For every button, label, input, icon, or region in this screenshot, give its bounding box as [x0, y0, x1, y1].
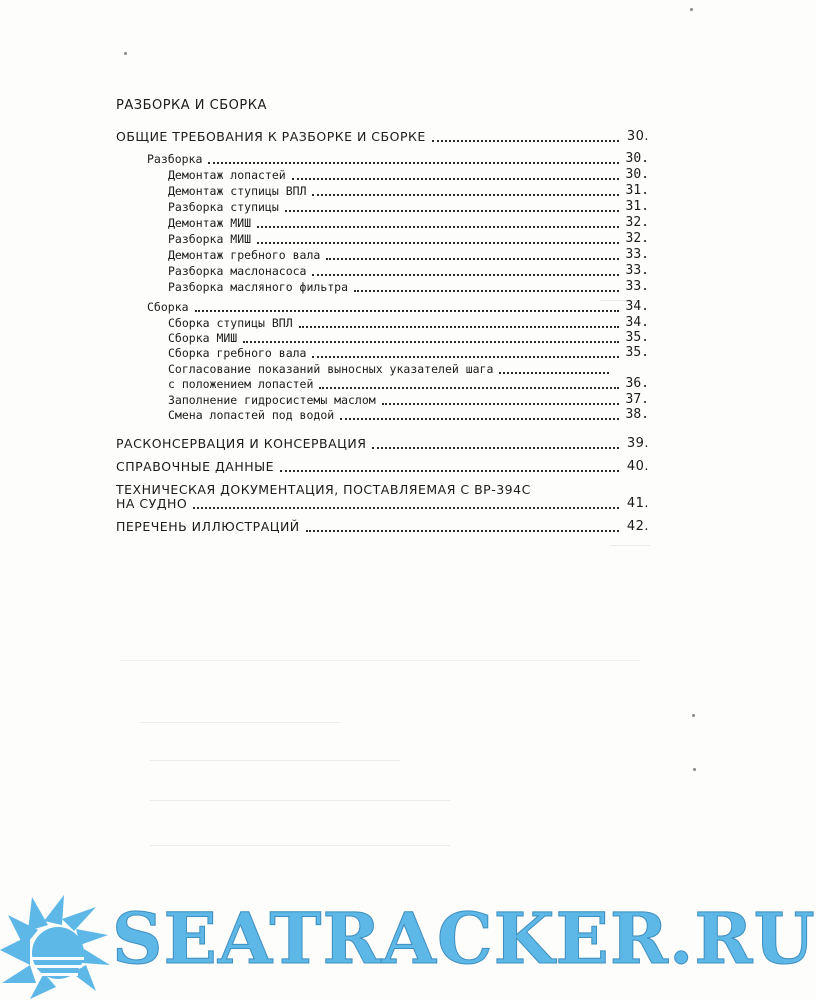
leader-dots [243, 340, 619, 343]
leader-dots [195, 309, 619, 312]
toc-entry-disassembly [147, 152, 649, 166]
toc-entry [168, 316, 649, 330]
toc-page-number: 37. [625, 392, 649, 407]
watermark-text: SEATRACKER.RU [112, 897, 816, 980]
leader-dots [326, 257, 619, 260]
scan-speck [690, 8, 693, 11]
toc-entry [168, 168, 649, 182]
leader-dots [312, 273, 619, 276]
leader-dots [208, 161, 619, 164]
toc-entry-label: Сборка МИШ [168, 331, 238, 345]
toc-page-number: 34. [625, 315, 649, 330]
toc-entry-conservation [116, 437, 649, 451]
toc-entry [168, 393, 649, 407]
toc-entry-label: Сборка гребного вала [168, 346, 307, 360]
toc-entry-label: РАСКОНСЕРВАЦИЯ И КОНСЕРВАЦИЯ [116, 436, 367, 451]
toc-entry-documentation [116, 497, 649, 511]
toc-entry-label: Согласование показаний выносных указателей шага [168, 362, 494, 376]
toc-page-number: 33. [625, 247, 649, 262]
toc-entry [168, 216, 649, 230]
toc-entry-label: Сборка ступицы ВПЛ [168, 316, 293, 330]
leader-dots [372, 446, 619, 449]
toc-page-number: 33. [625, 279, 649, 294]
toc-entry [168, 200, 649, 214]
toc-entry-label: Демонтаж гребного вала [168, 248, 321, 262]
toc-entry-label: НА СУДНО [116, 496, 188, 511]
leader-dots [499, 371, 609, 374]
leader-dots [285, 209, 619, 212]
leader-dots [306, 529, 619, 532]
toc-page-number: 38. [625, 407, 649, 422]
toc-page-number: 34. [625, 299, 649, 314]
toc-entry-label: ТЕХНИЧЕСКАЯ ДОКУМЕНТАЦИЯ, ПОСТАВЛЯЕМАЯ С ВР-394С [116, 482, 531, 497]
toc-entry-label: Смена лопастей под водой [168, 408, 335, 422]
leader-dots [432, 139, 619, 142]
toc-page-number: 30. [626, 129, 649, 144]
toc-entry-label: с положением лопастей [168, 377, 314, 391]
leader-dots [193, 506, 619, 509]
leader-dots [340, 417, 619, 420]
leader-dots [382, 402, 619, 405]
toc-entry [168, 280, 649, 294]
toc-entry-label: Заполнение гидросистемы маслом [168, 393, 376, 407]
toc-entry-assembly [147, 300, 649, 314]
toc-page-number: 32. [625, 215, 649, 230]
toc-page-number: 30. [625, 167, 649, 182]
toc-entry-label: Сборка [147, 300, 189, 314]
toc-entry-label: ОБЩИЕ ТРЕБОВАНИЯ К РАЗБОРКЕ И СБОРКЕ [116, 129, 426, 144]
toc-entry-label: Демонтаж лопастей [168, 168, 286, 182]
toc-entry [168, 408, 649, 422]
toc-page-number: 32. [625, 231, 649, 246]
toc-entry [168, 377, 649, 391]
toc-entry-general-requirements [116, 130, 649, 144]
toc-entry [168, 264, 649, 278]
toc-page-number: 33. [625, 263, 649, 278]
toc-entry-label: Разборка маслонасоса [168, 264, 307, 278]
toc-entry-label: Разборка масляного фильтра [168, 280, 349, 294]
toc-page-number: 41. [626, 496, 649, 511]
toc-entry [168, 248, 649, 262]
toc-page-number: 36. [625, 376, 649, 391]
scan-speck [124, 52, 127, 55]
toc-entry-label: Разборка МИШ [168, 232, 252, 246]
toc-entry-label: Демонтаж ступицы ВПЛ [168, 184, 307, 198]
toc-entry-reference-data [116, 460, 649, 474]
toc-page-number: 40. [626, 459, 649, 474]
toc-entry [168, 331, 649, 345]
toc-page-number: 31. [625, 183, 649, 198]
toc-entry [168, 232, 649, 246]
toc-entry [168, 184, 649, 198]
leader-dots [280, 469, 619, 472]
toc-page-number: 42. [626, 519, 649, 534]
toc-entry-label: Демонтаж МИШ [168, 216, 252, 230]
toc-page-number: 35. [625, 330, 649, 345]
leader-dots [312, 355, 619, 358]
toc-page-number: 35. [625, 345, 649, 360]
toc-entry [168, 346, 649, 360]
leader-dots [299, 325, 619, 328]
toc-entry-label: Разборка ступицы [168, 200, 279, 214]
toc-page-number: 39. [626, 436, 649, 451]
toc-entry-label: Разборка [147, 152, 203, 166]
scan-speck [693, 768, 696, 771]
toc-page-number: 30. [625, 151, 649, 166]
leader-dots [257, 225, 619, 228]
leader-dots [312, 193, 619, 196]
toc-entry-illustrations [116, 520, 649, 534]
scan-speck [692, 714, 695, 717]
toc-entry-label: ПЕРЕЧЕНЬ ИЛЛЮСТРАЦИЙ [116, 519, 300, 534]
toc-entry [168, 362, 613, 376]
toc-page-number: 31. [625, 199, 649, 214]
leader-dots [257, 241, 619, 244]
toc-entry-label: СПРАВОЧНЫЕ ДАННЫЕ [116, 459, 275, 474]
leader-dots [319, 386, 619, 389]
leader-dots [292, 177, 619, 180]
section-heading: РАЗБОРКА И СБОРКА [116, 98, 267, 113]
leader-dots [354, 289, 619, 292]
